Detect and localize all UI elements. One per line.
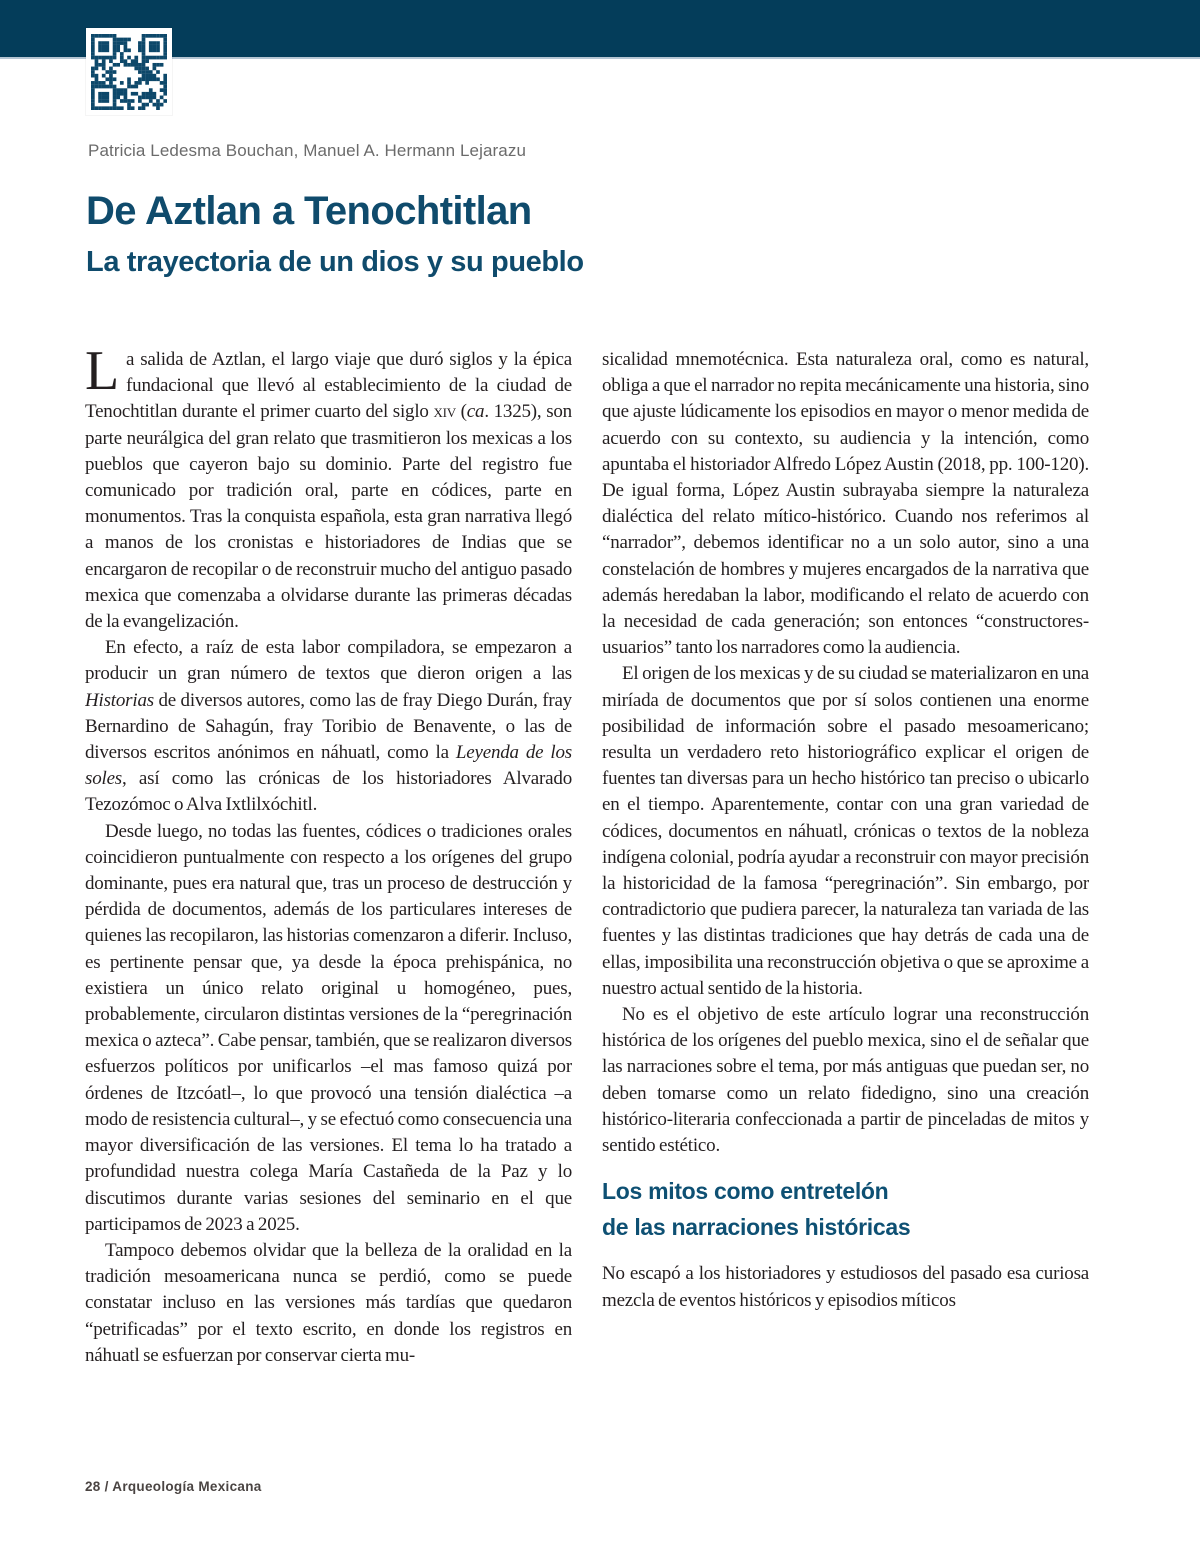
paragraph: Desde luego, no todas las fuentes, códices o tradiciones orales coincidieron puntualmente con respecto a los orígenes del grupo dominante, pues era natural que, tras un proceso de destrucción y pérdida de documentos, además de los particulares intereses de quienes las recopilaron, las historias comenzaron a diferir. Incluso, es pertinente pensar que, ya desde la época prehispánica, no existiera un único relato original u homogéneo, pues, probablemente, circularon distintas versiones de la “peregrinación mexica o azteca”. Cabe pensar, también, que se realizaron diversos esfuerzos políticos por unificarlos –el mas famoso quizá por órdenes de Itzcóatl–, lo que provocó una tensión dialéctica –a modo de resistencia cultural–, y se efectuó como consecuencia una mayor diversificación de las versiones. El tema lo ha tratado a profundidad nuestra colega María Castañeda de la Paz y lo discutimos durante varias sesiones del seminario en el que participamos de 2023 a 2025. <box>85 820 572 1235</box>
top-band <box>0 0 1200 59</box>
section-heading-line2: de las narraciones históricas <box>602 1214 911 1241</box>
paragraph: No es el objetivo de este artículo lograr una reconstrucción histórica de los orígenes del pueblo mexica, sino el de señalar que las narraciones sobre el tema, por más antiguas que puedan ser, no deben tomarse como un relato fidedigno, sino una creación histórico-literaria confeccionada a partir de pinceladas de mitos y sentido estético. <box>602 1004 1089 1157</box>
section-heading-line1: Los mitos como entretelón <box>602 1178 889 1205</box>
right-column <box>602 347 1089 1439</box>
article-subtitle: La trayectoria de un dios y su pueblo <box>86 246 584 278</box>
qr-code <box>86 28 172 115</box>
qr-code-svg <box>91 34 167 110</box>
paragraph: El origen de los mexicas y de su ciudad se materializaron en una miríada de documentos que por sí solos contienen una enorme posibilidad de información sobre el pasado mesoamericano; resulta un verdadero reto historiográfico explicar el origen de fuentes tan diversas para un hecho histórico tan preciso o ubicarlo en el tiempo. Aparentemente, contar con una gran variedad de códices, documentos en náhuatl, crónicas o textos de la nobleza indígena colonial, podría ayudar a reconstruir con mayor precisión la historicidad de la famosa “peregrinación”. Sin embargo, por contradictorio que pudiera parecer, la naturaleza tan variada de las fuentes y las distintas tradiciones que hay detrás de cada una de ellas, imposibilita una reconstrucción objetiva o que se aproxime a nuestro actual sentido de la historia. <box>602 663 1089 999</box>
left-column <box>85 347 572 1439</box>
section-heading <box>602 1173 1089 1245</box>
paragraph <box>85 347 572 635</box>
authors-line: Patricia Ledesma Bouchan, Manuel A. Hermann Lejarazu <box>88 141 527 160</box>
paragraph: No escapó a los historiadores y estudiosos del pasado esa curiosa mezcla de eventos históricos y episodios míticos <box>602 1263 1089 1311</box>
article-body <box>85 347 1089 1439</box>
footer-page-number: 28 / Arqueología Mexicana <box>85 1479 262 1494</box>
paragraph: Tampoco debemos olvidar que la belleza de la oralidad en la tradición mesoamericana nunca se perdió, como se puede constatar incluso en las versiones más tardías que quedaron “petrificadas” por el texto escrito, en donde los registros en náhuatl se esfuerzan por conservar cierta mu- <box>85 1239 572 1366</box>
paragraph: sicalidad mnemotécnica. Esta naturaleza oral, como es natural, obliga a que el narrador no repita mecánicamente una historia, sino que ajuste lúdicamente los episodios en mayor o menor medida de acuerdo con su contexto, su audiencia y la intención, como apuntaba el historiador Alfredo López Austin (2018, pp. 100-120). De igual forma, López Austin subrayaba siempre la naturaleza dialéctica del relato mítico-histórico. Cuando nos referimos al “narrador”, debemos identificar no a un solo autor, sino a una constelación de hombres y mujeres encargados de la narrativa que además heredaban la labor, modificando el relato de acuerdo con la necesidad de cada generación; son entonces “constructores-usuarios” tanto los narradores como la audiencia. <box>602 349 1089 659</box>
article-title: De Aztlan a Tenochtitlan <box>86 189 532 233</box>
paragraph-text: a salida de Aztlan, el largo viaje que duró siglos y la épica fundacional que llevó al establecimiento de la ciudad de Tenochtitlan durante el primer cuarto del siglo xiv (ca. 1325), son parte neurálgica del gran relato que trasmitieron los mexicas a los pueblos que cayeron bajo su dominio. Parte del registro fue comunicado por tradición oral, parte en códices, parte en monumentos. Tras la conquista española, esta gran narrativa llegó a manos de los cronistas e historiadores de Indias que se encargaron de recopilar o de reconstruir mucho del antiguo pasado mexica que comenzaba a olvidarse durante las primeras décadas de la evangelización. <box>85 349 572 633</box>
drop-cap: L <box>85 347 120 402</box>
paragraph: En efecto, a raíz de esta labor compiladora, se empezaron a producir un gran número de textos que dieron origen a las Historias de diversos autores, como las de fray Diego Durán, fray Bernardino de Sahagún, fray Toribio de Benavente, o las de diversos escritos anónimos en náhuatl, como la Leyenda de los soles, así como las crónicas de los historiadores Alvarado Tezozómoc o Alva Ixtlilxóchitl. <box>85 637 572 816</box>
